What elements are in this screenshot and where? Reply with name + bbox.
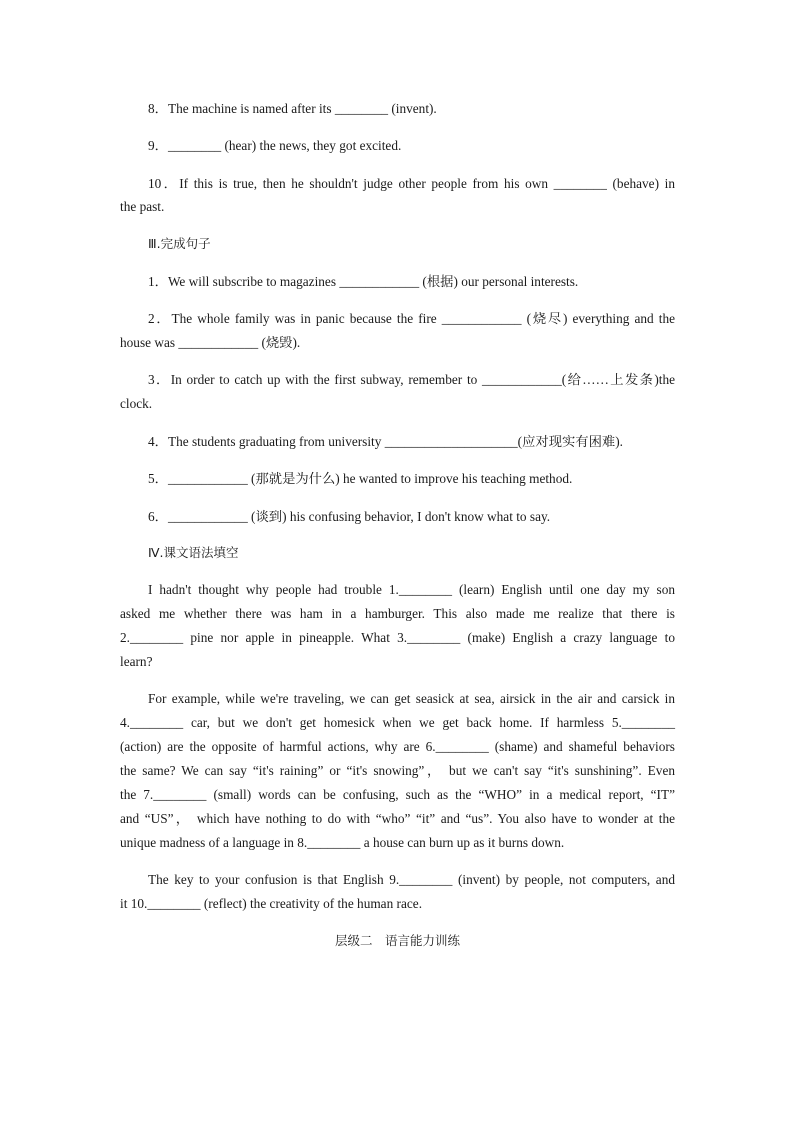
sentence-2-line-1: 2．The whole family was in panic because the fire ____________ (烧尽) everything and the — [148, 311, 675, 326]
passage-1-line-2: asked me whether there was ham in a hamburger. This also made me realize that there is — [120, 606, 675, 621]
passage-1-line-3: 2.________ pine nor apple in pineapple. What 3.________ (make) English a crazy language to — [120, 630, 675, 645]
passage-2-line-5: the 7.________ (small) words can be confusing, such as the “WHO” in a medical report, “IT” — [120, 787, 675, 802]
sentence-2-line-2: house was ____________ (烧毁). — [120, 335, 301, 350]
sentence-3-line-1: 3．In order to catch up with the first subway, remember to ____________(给……上发条)the — [148, 372, 675, 387]
section-4-title: Ⅳ.课文语法填空 — [148, 545, 239, 560]
level-2-heading: 层级二 语言能力训练 — [334, 933, 460, 948]
sentence-3-line-2: clock. — [120, 396, 153, 411]
question-9: 9．________ (hear) the news, they got excited. — [148, 138, 402, 153]
passage-1-line-4: learn? — [120, 654, 153, 669]
section-3-title: Ⅲ.完成句子 — [148, 236, 211, 251]
passage-2-line-6: and “US”， which have nothing to do with “who” “it” and “us”. You also have to wonder at the — [120, 811, 675, 826]
sentence-5: 5．____________ (那就是为什么) he wanted to improve his teaching method. — [148, 471, 573, 486]
sentence-4: 4．The students graduating from university ____________________(应对现实有困难). — [148, 434, 623, 449]
question-10-line-2: the past. — [120, 199, 165, 214]
question-10-line-1: 10．If this is true, then he shouldn't judge other people from his own ________ (behave) in — [148, 176, 675, 191]
question-8: 8．The machine is named after its ________ (invent). — [148, 101, 437, 116]
passage-2-line-4: the same? We can say “it's raining” or “it's snowing”， but we can't say “it's sunshining”. Even — [120, 763, 675, 778]
passage-2-line-2: 4.________ car, but we don't get homesick when we get back home. If harmless 5.________ — [120, 715, 675, 730]
passage-3-line-2: it 10.________ (reflect) the creativity of the human race. — [120, 896, 423, 911]
passage-2-line-7: unique madness of a language in 8.________ a house can burn up as it burns down. — [120, 835, 565, 850]
passage-2-line-3: (action) are the opposite of harmful actions, why are 6.________ (shame) and shameful behaviors — [120, 739, 675, 754]
sentence-6: 6．____________ (谈到) his confusing behavior, I don't know what to say. — [148, 509, 551, 524]
passage-1-line-1: I hadn't thought why people had trouble 1.________ (learn) English until one day my son — [148, 582, 675, 597]
passage-2-line-1: For example, while we're traveling, we can get seasick at sea, airsick in the air and carsick in — [148, 691, 675, 706]
passage-3-line-1: The key to your confusion is that English 9.________ (invent) by people, not computers, and — [148, 872, 675, 887]
sentence-1: 1．We will subscribe to magazines ____________ (根据) our personal interests. — [148, 274, 579, 289]
